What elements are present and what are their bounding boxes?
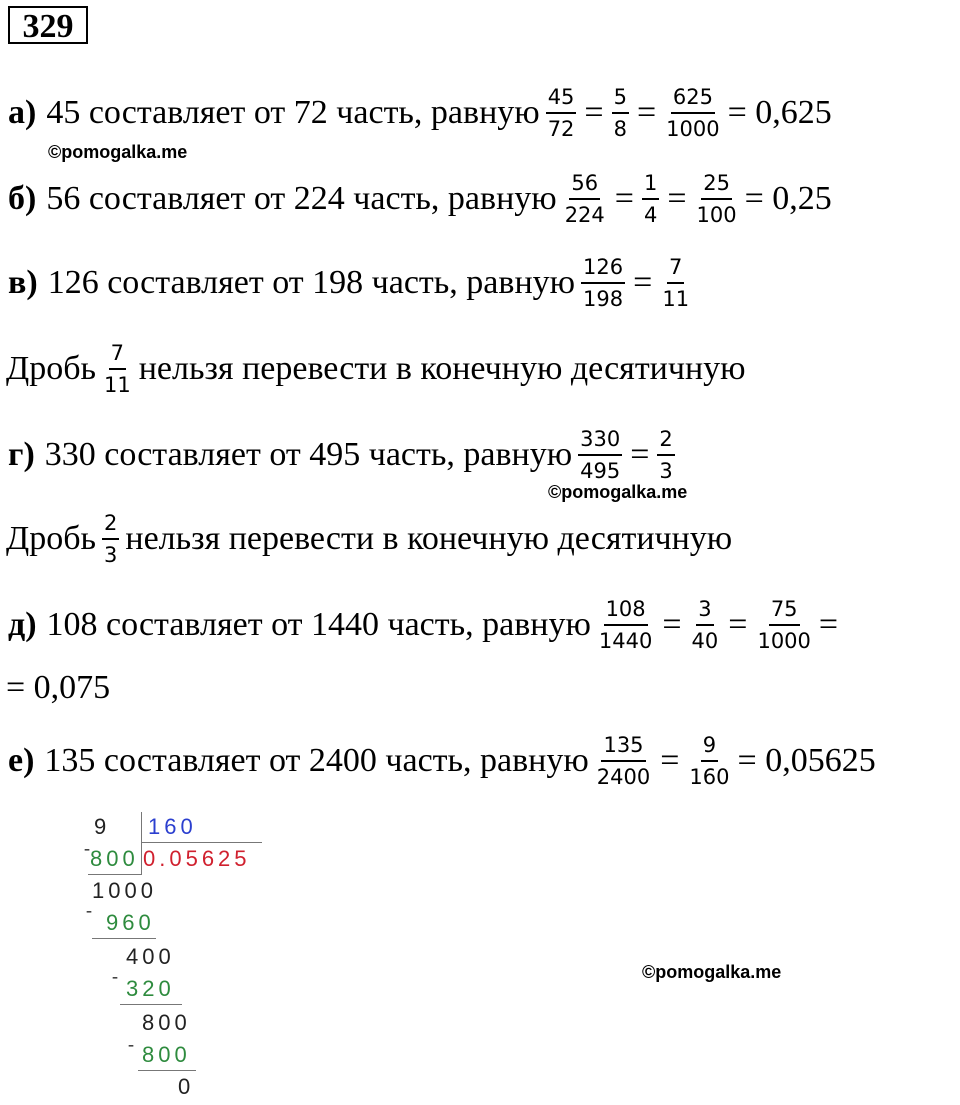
final-remainder: 0	[178, 1074, 195, 1099]
note-g	[6, 510, 732, 568]
result-b: = 0,25	[744, 180, 832, 217]
fraction-b-3: $\frac{25}{100}$	[696, 171, 737, 227]
fraction-b-2: $\frac{1}{4}$	[643, 171, 658, 227]
equals-sign: =	[660, 742, 680, 779]
subtrahend-1: 800	[90, 846, 139, 871]
watermark-2: ©pomogalka.me	[548, 482, 688, 502]
text-g: 330 составляет от 495 часть, равную	[44, 436, 573, 473]
trail-d: =	[818, 606, 839, 643]
equals-sign: =	[728, 606, 748, 643]
remainder-3: 800	[142, 1010, 191, 1035]
fraction-e-1: $\frac{135}{2400}$	[596, 733, 651, 789]
line-a	[8, 84, 832, 142]
result-a: = 0,625	[727, 94, 832, 131]
result-e: = 0,05625	[737, 742, 876, 779]
label-g: г)	[8, 436, 35, 473]
equals-sign: =	[662, 606, 682, 643]
line-b	[8, 170, 832, 228]
fraction-note-v: $\frac{7}{11}$	[104, 341, 131, 397]
dividend: 9	[94, 814, 111, 839]
line-d-cont	[6, 668, 110, 708]
fraction-note-g: $\frac{2}{3}$	[104, 511, 118, 567]
fraction-e-2: $\frac{9}{160}$	[689, 733, 730, 789]
label-a: а)	[8, 94, 37, 131]
text-d: 108 составляет от 1440 часть, равную	[46, 606, 591, 643]
text-e: 135 составляет от 2400 часть, равную	[44, 742, 589, 779]
equals-sign: =	[614, 180, 634, 217]
label-e: е)	[8, 742, 35, 779]
watermark-3: ©pomogalka.me	[642, 962, 782, 982]
text-b: 56 составляет от 224 часть, равную	[46, 180, 557, 217]
line-v	[8, 254, 697, 312]
equals-sign: =	[636, 94, 657, 131]
fraction-d-3: $\frac{75}{1000}$	[757, 597, 811, 653]
remainder-1: 1000	[92, 878, 157, 903]
text-v: 126 составляет от 198 часть, равную	[47, 264, 576, 301]
fraction-d-1: $\frac{108}{1440}$	[598, 597, 653, 653]
minus-sign: -	[128, 1034, 134, 1054]
fraction-d-2: $\frac{3}{40}$	[691, 597, 719, 653]
line-g	[8, 426, 681, 484]
label-v: в)	[8, 264, 38, 301]
note-v	[6, 340, 746, 398]
label-b: б)	[8, 180, 37, 217]
subtrahend-2: 960	[106, 910, 155, 935]
equals-sign: =	[633, 264, 653, 301]
note-g-post: нельзя перевести в конечную десятичную	[125, 520, 733, 557]
divisor: 160	[148, 814, 197, 839]
line-d	[8, 596, 838, 654]
fraction-g-1: $\frac{330}{495}$	[580, 427, 621, 483]
quotient: 0.05625	[143, 846, 251, 871]
remainder-2: 400	[126, 944, 175, 969]
watermark-1: ©pomogalka.me	[48, 142, 188, 162]
minus-sign: -	[86, 900, 92, 920]
note-g-pre: Дробь	[6, 520, 96, 557]
fraction-a-1: $\frac{45}{72}$	[547, 85, 575, 141]
problem-number: 329	[8, 6, 88, 44]
fraction-v-1: $\frac{126}{198}$	[583, 255, 624, 311]
subtrahend-4: 800	[142, 1042, 191, 1067]
label-d: д)	[8, 606, 37, 643]
fraction-v-2: $\frac{7}{11}$	[662, 255, 690, 311]
fraction-g-2: $\frac{2}{3}$	[659, 427, 673, 483]
note-v-pre: Дробь	[6, 350, 96, 387]
equals-sign: =	[584, 94, 604, 131]
fraction-b-1: $\frac{56}{224}$	[564, 171, 605, 227]
line-e	[8, 732, 876, 790]
equals-sign: =	[667, 180, 687, 217]
result-d: = 0,075	[6, 669, 111, 706]
subtrahend-3: 320	[126, 976, 175, 1001]
note-v-post: нельзя перевести в конечную десятичную	[138, 350, 746, 387]
equals-sign: =	[630, 436, 650, 473]
fraction-a-3: $\frac{625}{1000}$	[666, 85, 720, 141]
minus-sign: -	[84, 838, 90, 858]
fraction-a-2: $\frac{5}{8}$	[613, 85, 627, 141]
minus-sign: -	[112, 966, 118, 986]
text-a: 45 составляет от 72 часть, равную	[46, 94, 540, 131]
